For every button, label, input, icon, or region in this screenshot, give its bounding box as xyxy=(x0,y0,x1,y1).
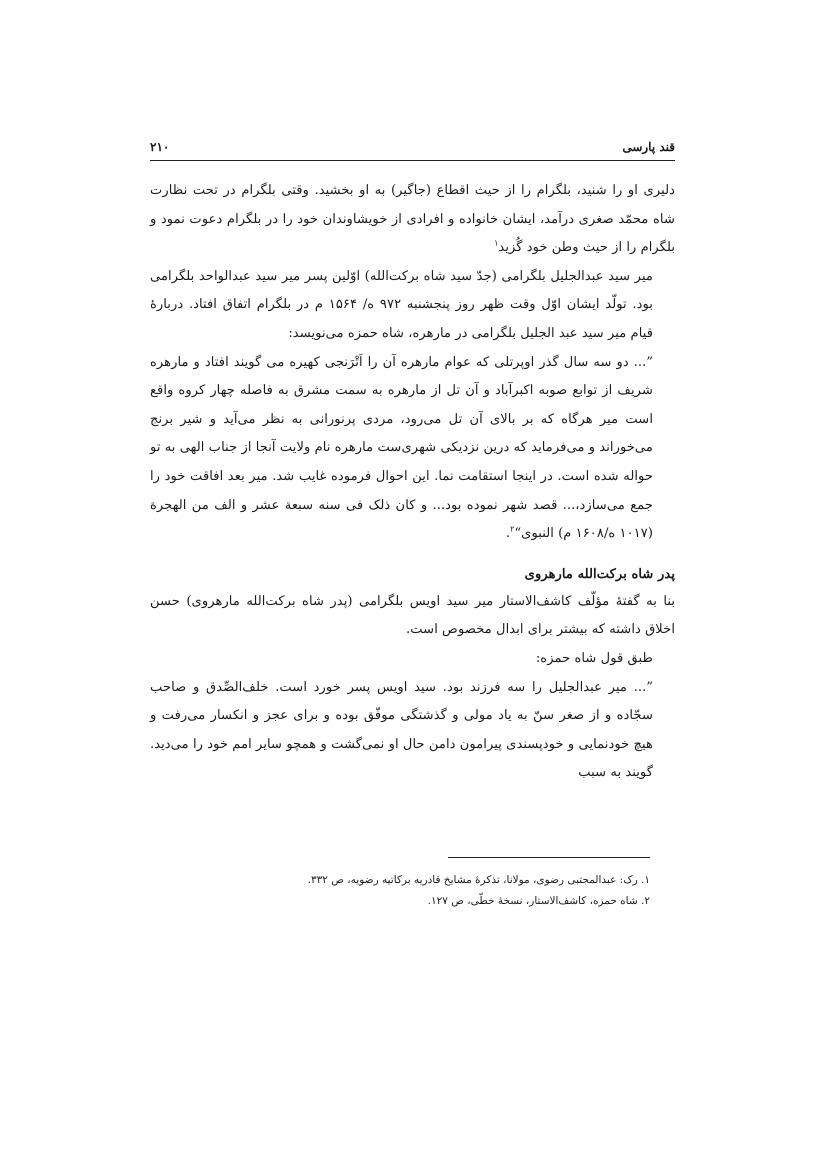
running-header xyxy=(150,140,675,161)
footnote-ref: ۱ xyxy=(494,238,499,248)
footnote-divider xyxy=(448,857,650,858)
paragraph: دلیری او را شنید، بلگرام را از حیث اقطاع (جاگیر) به او بخشید. وقتی بلگرام در تحت نظارت شاه محمّد صغری درآمد، ایشان خانواده و افرادی از خویشاوندان خود را در بلگرام دعوت نمود و بلگرام را از حیث وطن خود گُزید$^۱$ xyxy=(150,183,675,256)
page-body xyxy=(150,140,675,788)
page-number: ۲۱۰ xyxy=(150,140,170,154)
journal-title: قند پارسی xyxy=(622,140,675,154)
paragraph: بنا به گفتهٔ مؤلّف کاشف‌الاستار میر سید اویس بلگرامی (پدر شاه برکت‌الله مارهروی) حسن اخلاق داشته که بیشتر برای ابدال مخصوص است. xyxy=(150,593,675,638)
section-heading: پدر شاه برکت‌الله مارهروی xyxy=(524,566,675,582)
main-text xyxy=(150,177,675,788)
block-quote: ”... میر عبدالجلیل را سه فرزند بود. سید اویس پسر خورد است. خلف‌الصِّدق و صاحب سجّاده و از صغر سنّ به یاد مولی و گذشتگی موفّق بوده و برای عجز و انکسار می‌رفت و هیچ خودنمایی و خودپسندی پیرامون دامن حال او نمی‌گشت و همچو سایر امم خود را می‌دید. گویند به سبب xyxy=(150,679,653,781)
paragraph: طبق قول شاه حمزه: xyxy=(535,650,653,666)
footnote: ۲. شاه حمزه، کاشف‌الاستار، نسخهٔ خطّی، ص ۱۲۷. xyxy=(427,895,650,907)
footnote-ref: ۲ xyxy=(510,524,515,534)
paragraph: میر سید عبدالجلیل بلگرامی (جدّ سید شاه برکت‌الله) اوّلین پسر میر سید عبدالواحد بلگرامی بود. تولّد ایشان اوّل وقت ظهر روز پنجشنبه ۹۷۲ ه/ ۱۵۶۴ م در بلگرام اتفاق افتاد. دربارهٔ قیام میر سید عبد الجلیل بلگرامی در مارهره، شاه حمزه می‌نویسد: xyxy=(150,268,653,341)
footnote: ۱. رک: عبدالمجتبی رضوی، مولانا، تذکرهٔ مشایخ قادریه برکاتیه رضویه، ص ۳۳۲. xyxy=(307,874,650,886)
footnotes xyxy=(150,870,650,912)
block-quote: ”... دو سه سال گذر اوپرتلی که عوام مارهره آن را اَتْرَنجی کهیره می گویند افتاد و مارهره شریف از توابع صوبه اکبرآباد و آن تل از مارهره به سمت مشرق به فاصله چهار کروه واقع است میر هرگاه که بر بالای آن تل می‌رود، مردی پرنورانی به نظر می‌آید و شیر برنج می‌خوراند و می‌فرماید که درین نزدیکی شهری‌ست مارهره نام ولایت آنجا از جناب الهی به تو حواله شده است. در اینجا استقامت نما. این احوال فرموده غایب شد. میر بعد افاقت خود را جمع می‌سازد،... قصد شهر نموده بود... و کان ذلک فی سنه سبعة عشر و الف من الهجرة (۱۰۱۷ ه/۱۶۰۸ م) النبوی“$^۲$. xyxy=(150,354,653,542)
